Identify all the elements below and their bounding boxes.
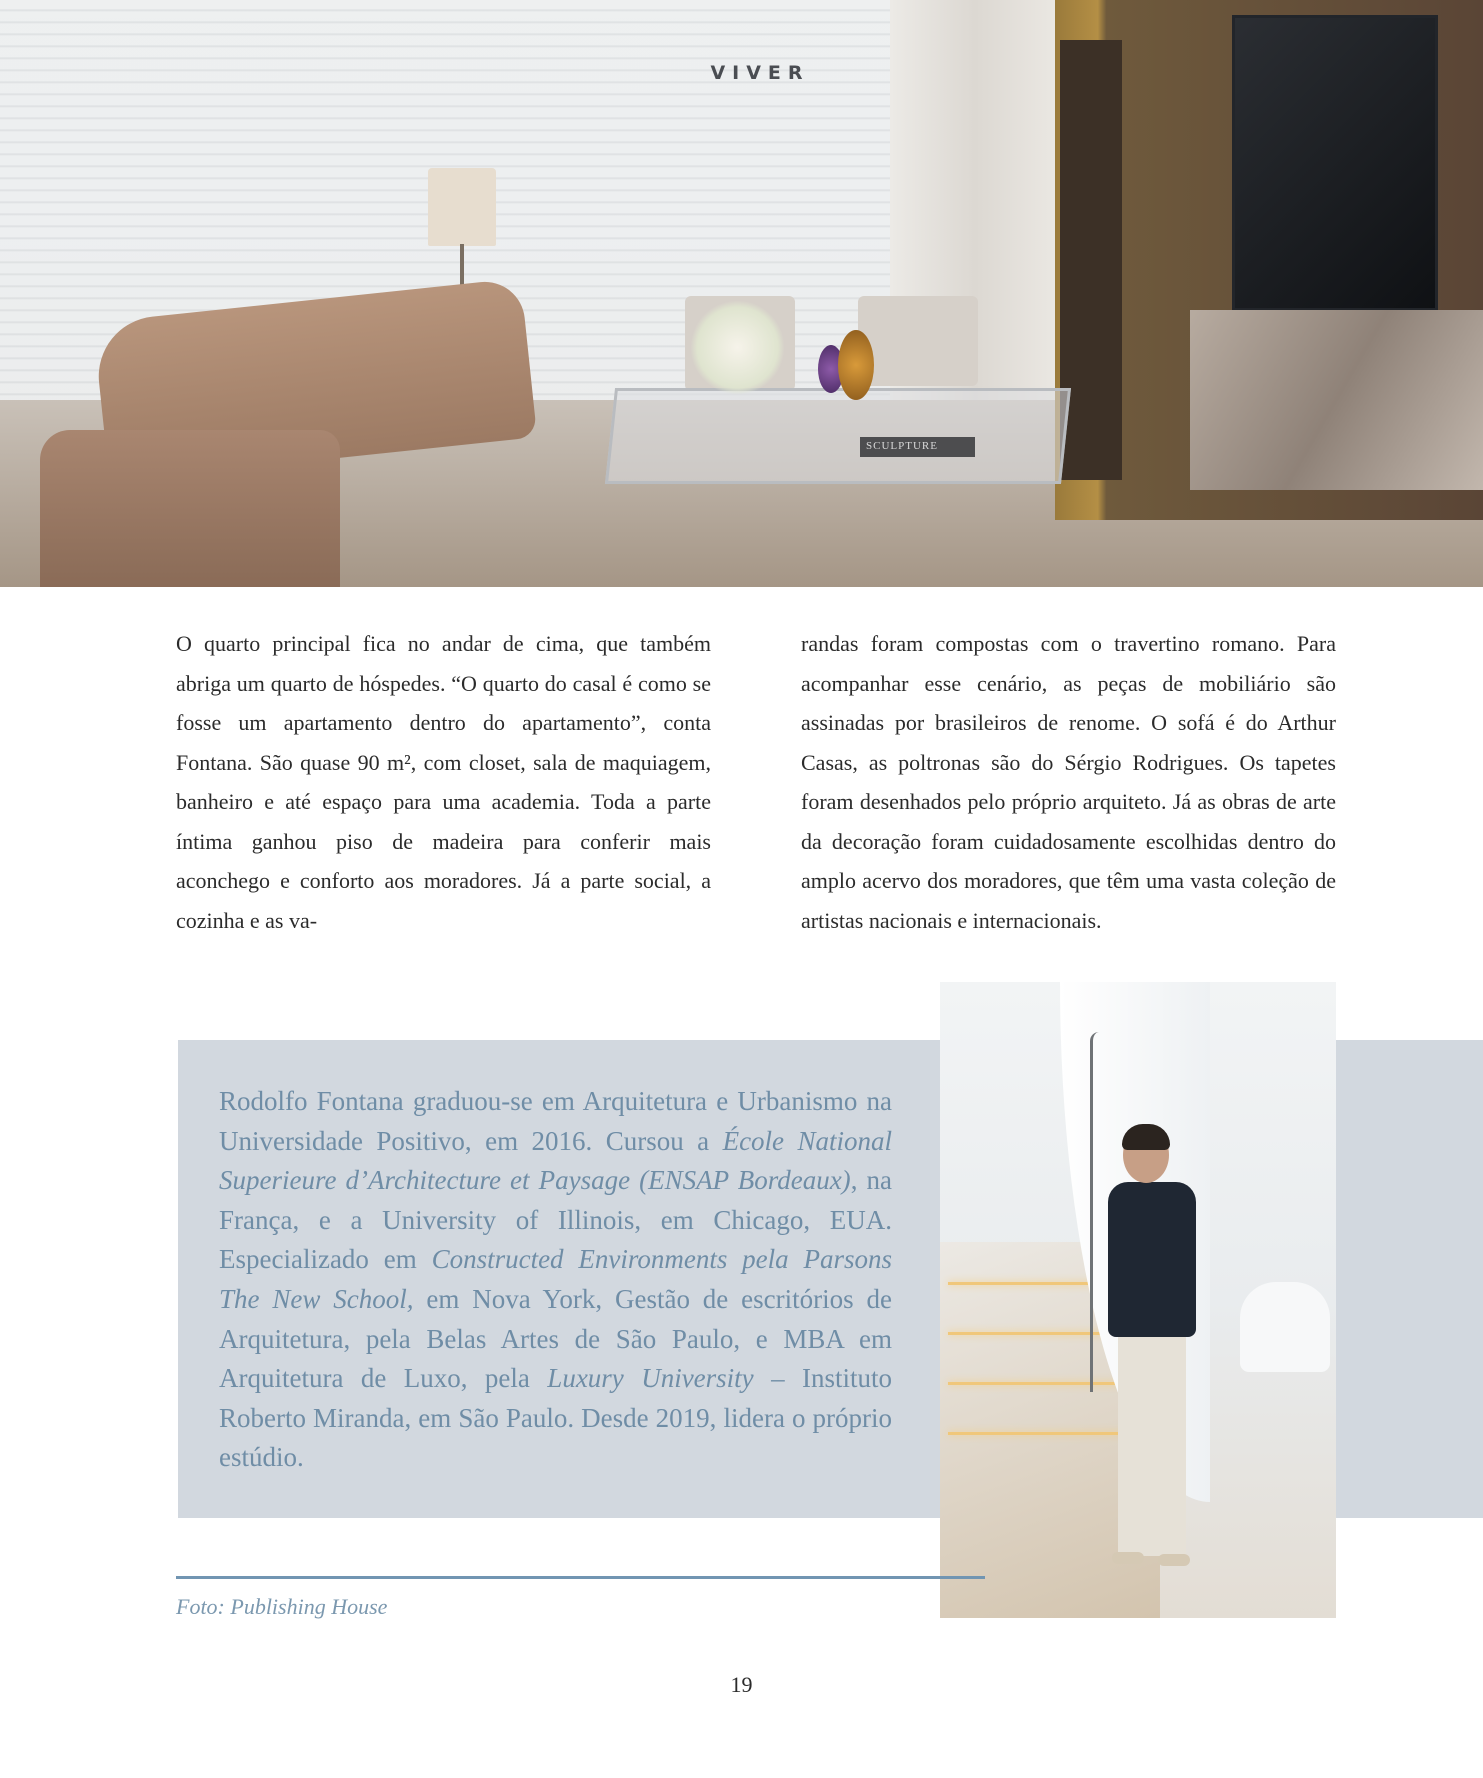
bio-text-part: Rodolfo Fontana graduou-se em Arquitetura e Urbanismo na Universidade Positivo, em 2016. Cursou a <box>219 1086 892 1156</box>
article-column-right <box>801 624 1336 940</box>
bio-text <box>219 1082 892 1478</box>
book-spine-text: SCULPTURE <box>866 440 938 452</box>
bio-text-part: – Instituto Roberto Miranda, em São Paulo. Desde 2019, lidera o próprio estúdio. <box>219 1363 892 1473</box>
divider-rule <box>176 1576 985 1579</box>
bio-italic-luxury: Luxury University <box>547 1363 754 1394</box>
bio-italic-parsons: Constructed Environments pela Parsons The New School, <box>219 1244 892 1314</box>
article-column-left <box>176 624 711 940</box>
photo-credit: Foto: Publishing House <box>176 1594 388 1619</box>
tv-screen <box>1232 15 1438 311</box>
bio-text-part: em Nova York, Gestão de escritórios de Arquitetura, pela Belas Artes de São Paulo, e MBA em Arquitetura de Luxo, pela <box>219 1283 892 1394</box>
coffee-table <box>605 388 1071 484</box>
section-label: VIVER <box>710 62 810 84</box>
page-number: 19 <box>730 1672 753 1697</box>
bio-text-part: , na França, e a University of Illinois, em Chicago, EUA. Especializado em <box>219 1165 892 1275</box>
bio-italic-school: École National Superieure d’Architecture et Paysage (ENSAP Bordeaux) <box>219 1125 892 1196</box>
article-paragraph-right: randas foram compostas com o travertino romano. Para acompanhar esse cenário, as peças de mobiliário são assinadas por brasileiros de renome. O sofá é do Arthur Casas, as poltronas são do Sérgio Rodrigues. Os tapetes foram desenhados pelo próprio arquiteto. Já as obras de arte da decoração foram cuidadosamente escolhidas dentro do amplo acervo dos moradores, que têm uma vasta coleção de artistas nacionais e internacionais. <box>801 631 1336 933</box>
lamp <box>428 168 496 246</box>
living-room-photo <box>0 0 1483 587</box>
article-paragraph-left: O quarto principal fica no andar de cima, que também abriga um quarto de hóspedes. “O quarto do casal é como se fosse um apartamento dentro do apartamento”, conta Fontana. São quase 90 m², com closet, sala de maquiagem, banheiro e até espaço para uma academia. Toda a parte íntima ganhou piso de madeira para conferir mais aconchego e conforto aos moradores. Já a parte social, a cozinha e as va- <box>176 631 711 933</box>
architect-portrait-photo <box>940 982 1336 1618</box>
